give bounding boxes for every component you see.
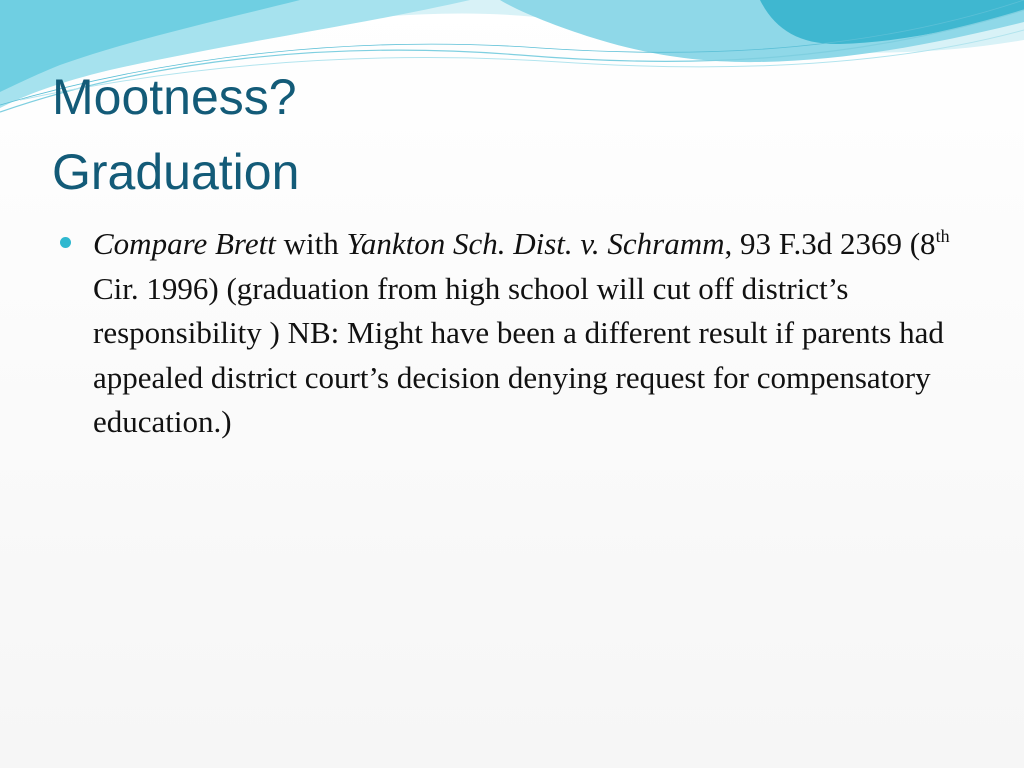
bullet-text-segment-3: Cir. 1996) (graduation from high school will cut off district’s responsibility ) NB: Might have been a different result if parents had appealed district court’s decision denying request for compensatory education.) [93,270,944,439]
slide-title-line-2: Graduation [52,144,300,200]
slide-title [52,60,299,210]
bullet-text-segment-1: with [275,226,347,261]
bullet-item [60,222,960,445]
case-name-yankton: Yankton Sch. Dist. v. Schramm [346,226,725,261]
bullet-text-segment-2: , 93 F.3d 2369 (8 [724,226,936,261]
case-name-brett: Compare Brett [93,226,276,261]
circle-bullet-icon [60,237,71,248]
bullet-text [93,222,960,445]
ordinal-superscript: th [935,226,950,246]
slide-content [60,222,960,445]
slide-title-line-1: Mootness? [52,69,297,125]
